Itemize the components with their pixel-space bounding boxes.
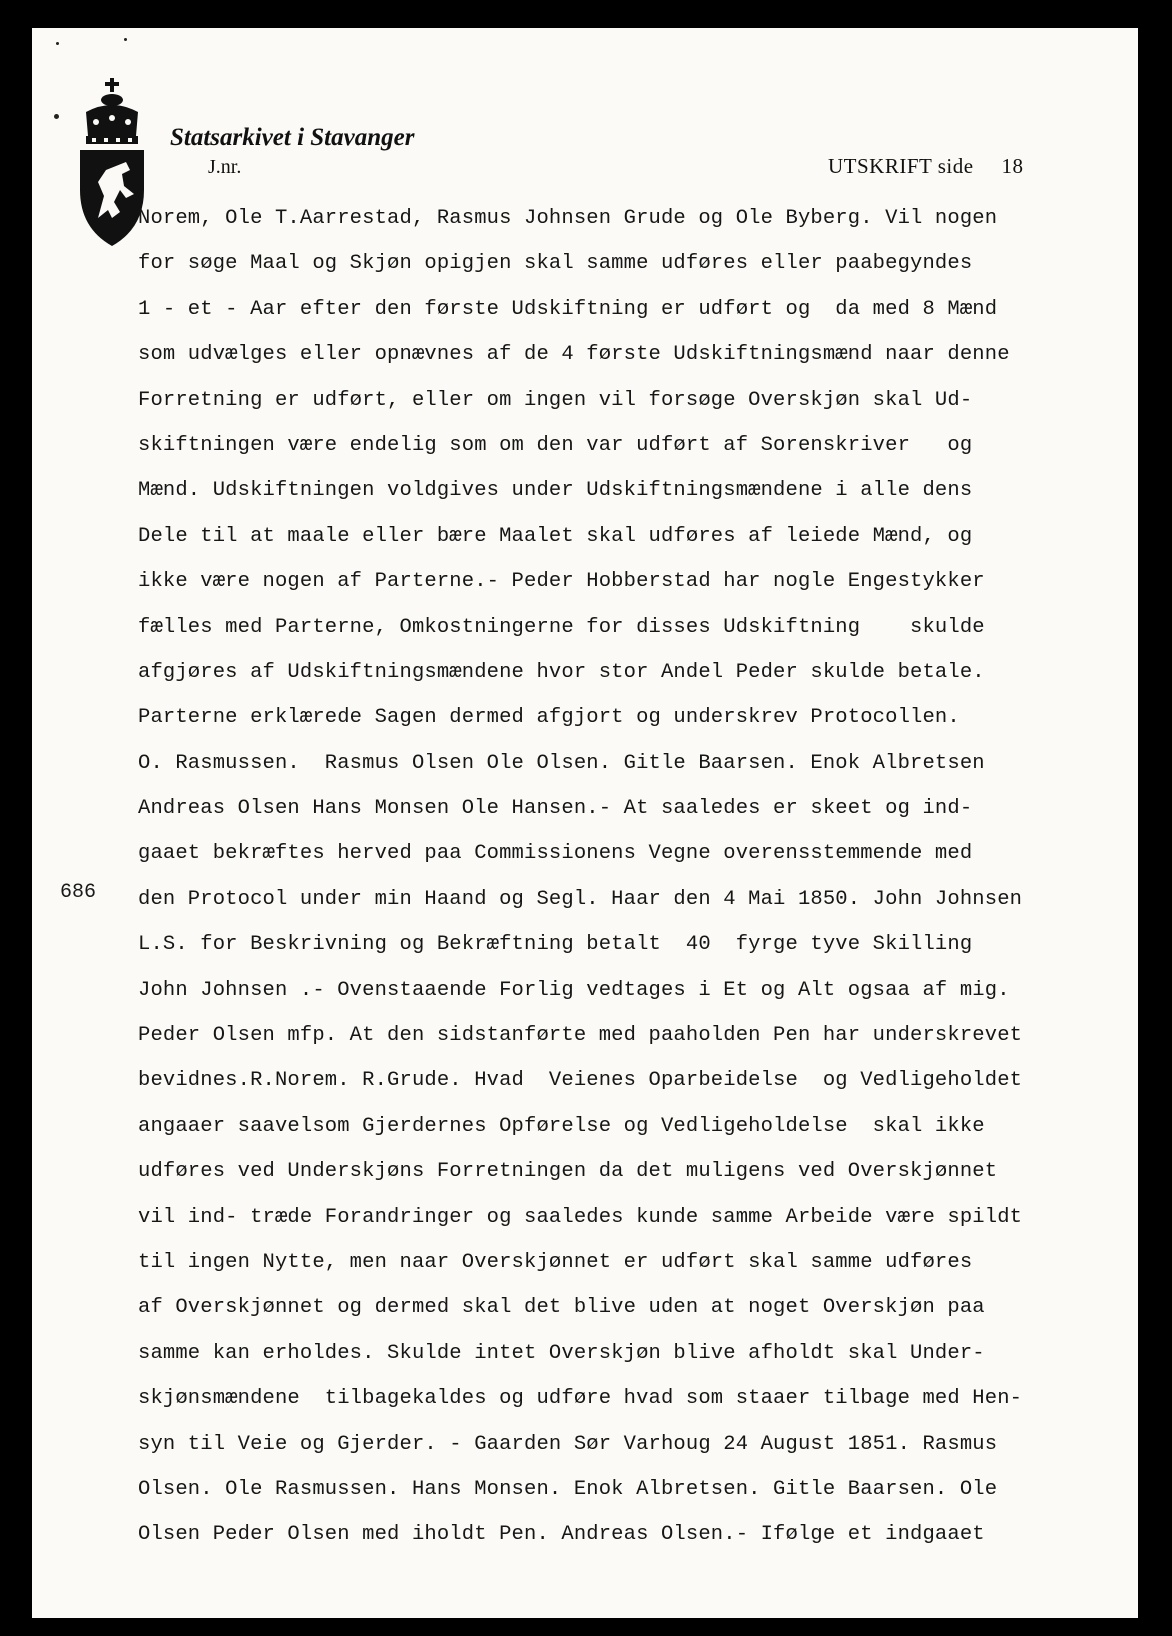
transcript-page-header [828, 154, 1024, 179]
text-line: skiftningen være endelig som om den var udført af Sorenskriver og [138, 433, 973, 457]
text-line: Norem, Ole T.Aarrestad, Rasmus Johnsen Grude og Ole Byberg. Vil nogen [138, 207, 998, 230]
text-line: afgjøres af Udskiftningsmændene hvor stor Andel Peder skulde betale. [138, 660, 985, 684]
text-line: L.S. for Beskrivning og Bekræftning betalt 40 fyrge tyve Skilling [138, 933, 973, 957]
utskrift-label: UTSKRIFT side [828, 154, 974, 178]
text-line: skjønsmændene tilbagekaldes og udføre hvad som staaer tilbage med Hen- [138, 1387, 1023, 1411]
text-line: ikke være nogen af Parterne.- Peder Hobberstad har nogle Engestykker [138, 570, 985, 594]
text-line: Mænd. Udskiftningen voldgives under Udskiftningsmændene i alle dens [138, 479, 973, 503]
speck-mark [124, 38, 127, 41]
transcript-body [138, 196, 1128, 1558]
text-line: gaaet bekræftes herved paa Commissionens Vegne overensstemmende med [138, 842, 973, 866]
text-line: Andreas Olsen Hans Monsen Ole Hansen.- At saaledes er skeet og ind- [138, 797, 973, 821]
text-line: John Johnsen .- Ovenstaaende Forlig vedtages i Et og Alt ogsaa af mig. [138, 978, 1010, 1002]
journal-number-label: J.nr. [208, 156, 242, 178]
document-page [32, 28, 1138, 1618]
page-number: 18 [1001, 154, 1024, 178]
text-line: Forretning er udført, eller om ingen vil forsøge Overskjøn skal Ud- [138, 388, 973, 412]
text-line: angaaer saavelsom Gjerdernes Opførelse og Vedligeholdelse skal ikke [138, 1114, 985, 1138]
text-line: 1 - et - Aar efter den første Udskiftning er udført og da med 8 Mænd [138, 297, 998, 321]
margin-reference-number: 686 [60, 881, 97, 904]
text-line: Olsen Peder Olsen med iholdt Pen. Andreas Olsen.- Ifølge et indgaaet [138, 1523, 985, 1547]
text-line: udføres ved Underskjøns Forretningen da det muligens ved Overskjønnet [138, 1160, 998, 1184]
text-line: som udvælges eller opnævnes af de 4 første Udskiftningsmænd naar denne [138, 343, 1010, 367]
text-line: syn til Veie og Gjerder. - Gaarden Sør Varhoug 24 August 1851. Rasmus [138, 1432, 998, 1456]
text-line: O. Rasmussen. Rasmus Olsen Ole Olsen. Gitle Baarsen. Enok Albretsen [138, 751, 985, 775]
text-line: Peder Olsen mfp. At den sidstanførte med paaholden Pen har underskrevet [138, 1024, 1023, 1048]
text-line: Olsen. Ole Rasmussen. Hans Monsen. Enok Albretsen. Gitle Baarsen. Ole [138, 1477, 998, 1501]
text-line: vil ind- træde Forandringer og saaledes kunde samme Arbeide være spildt [138, 1205, 1023, 1229]
text-line: bevidnes.R.Norem. R.Grude. Hvad Veienes Oparbeidelse og Vedligeholdet [138, 1069, 1023, 1093]
text-line: Parterne erklærede Sagen dermed afgjort og underskrev Protocollen. [138, 706, 960, 730]
speck-mark [56, 42, 59, 45]
text-line: samme kan erholdes. Skulde intet Overskjøn blive afholdt skal Under- [138, 1341, 985, 1365]
text-line: fælles med Parterne, Omkostningerne for disses Udskiftning skulde [138, 615, 985, 639]
text-line: til ingen Nytte, men naar Overskjønnet er udført skal samme udføres [138, 1250, 973, 1274]
speck-mark [54, 114, 59, 119]
text-line: af Overskjønnet og dermed skal det blive uden at noget Overskjøn paa [138, 1296, 985, 1320]
text-line: for søge Maal og Skjøn opigjen skal samme udføres eller paabegyndes [138, 252, 973, 276]
text-line: den Protocol under min Haand og Segl. Haar den 4 Mai 1850. John Johnsen [138, 887, 1023, 911]
archive-title: Statsarkivet i Stavanger [170, 124, 415, 151]
text-line: Dele til at maale eller bære Maalet skal udføres af leiede Mænd, og [138, 524, 973, 548]
